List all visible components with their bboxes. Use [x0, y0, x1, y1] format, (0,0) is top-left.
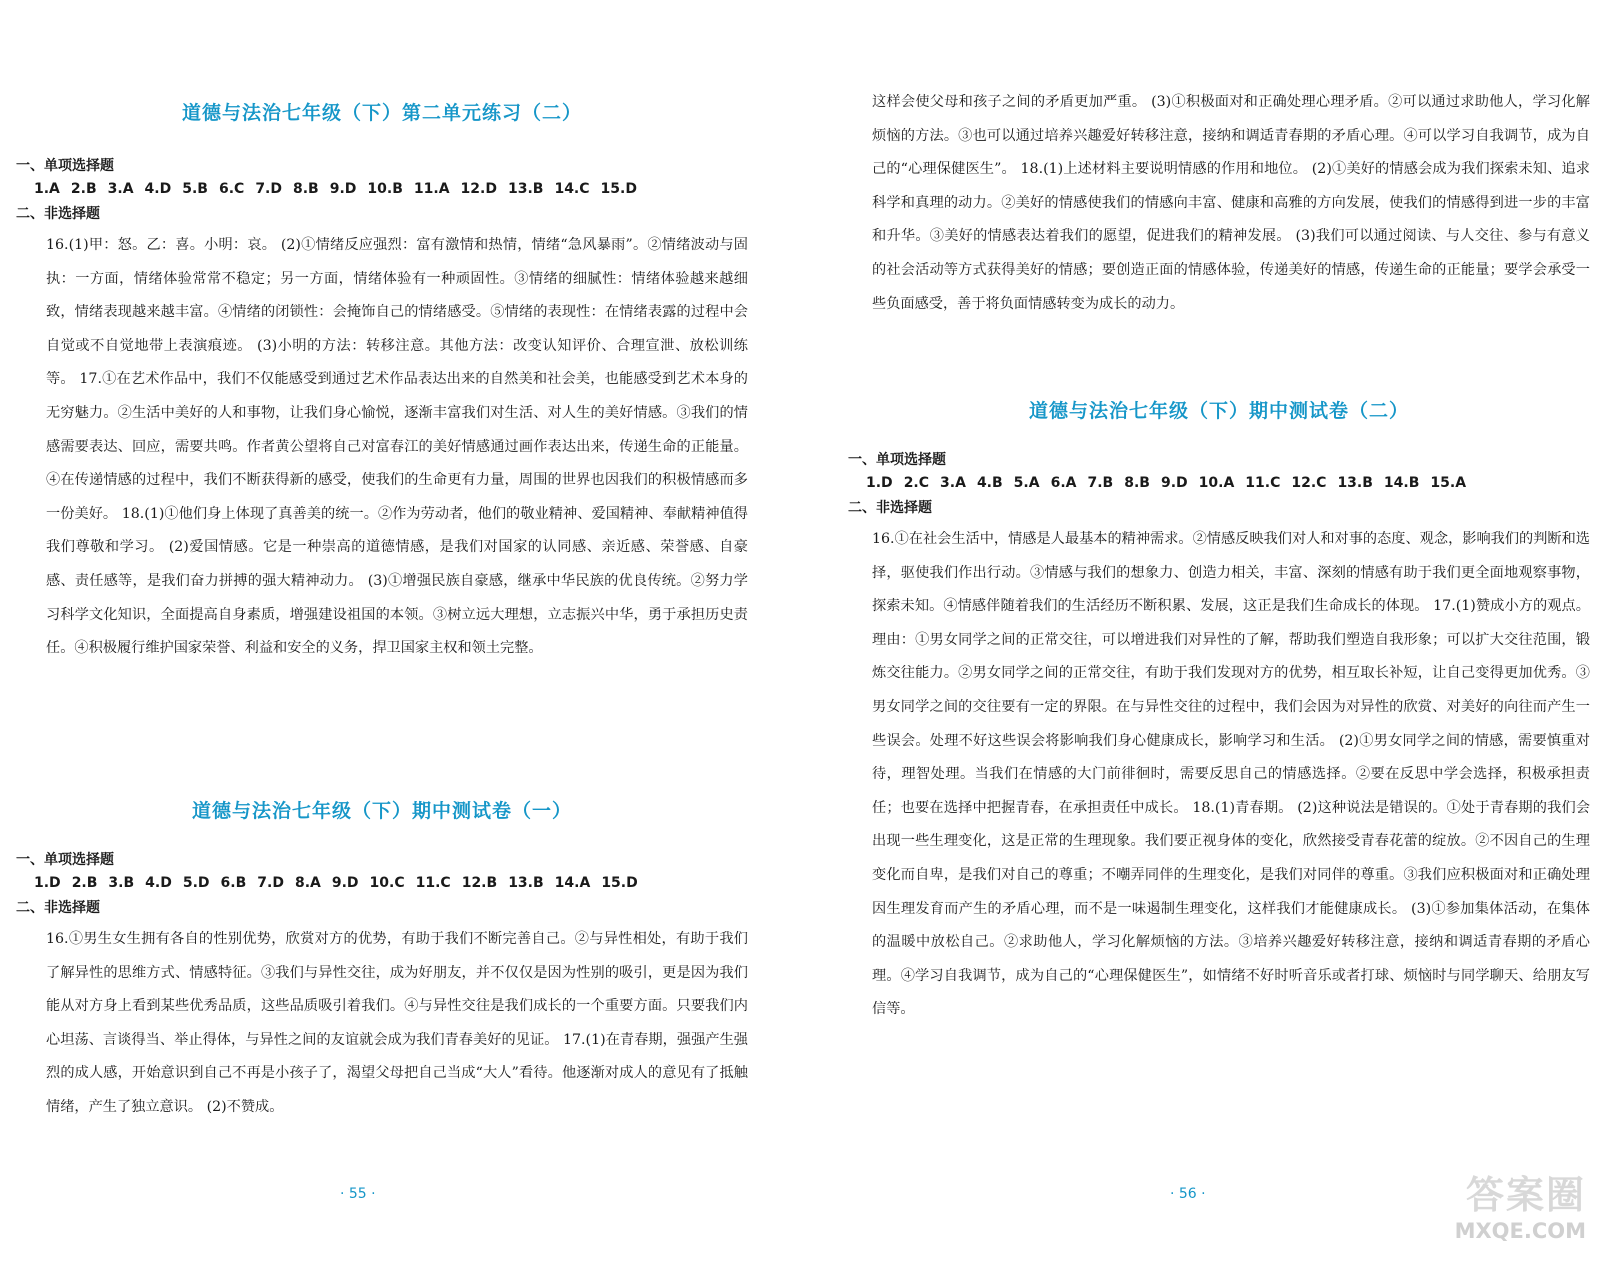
right-page — [848, 0, 1600, 1262]
unit2-section — [16, 98, 748, 666]
page-number: · 56 · — [1170, 1186, 1206, 1202]
answer-item: 10.B — [367, 181, 403, 197]
answer-item: 6.C — [218, 181, 245, 197]
continuation-section — [848, 86, 1590, 321]
answer-paragraph: 16.①男生女生拥有各自的性别优势，欣赏对方的优势，有助于我们不断完善自己。②与异性相处，有助于我们了解异性的思维方式、情感特征。③我们与异性交往，成为好朋友，并不仅仅是因为性别的吸引，更是因为我们能从对方身上看到某些优秀品质，这些品质吸引着我们。④与异性交往是我们成长的一个重要方面。只要我们内心坦荡、言谈得当、举止得体，与异性之间的友谊就会成为我们青春美好的见证。 17.(1)在青春期，强强产生强烈的成人感，开始意识到自己不再是小孩子了，渴望父母把自己当成“大人”看待。他逐渐对成人的意见有了抵触情绪，产生了独立意识。 (2)不赞成。 — [46, 931, 748, 1115]
answer-item: 2.B — [70, 181, 97, 197]
watermark-logo-text: 答案圈 — [1465, 1173, 1586, 1217]
section-heading: 二、非选择题 — [16, 900, 100, 916]
answer-item: 15.D — [601, 875, 638, 891]
answer-item: 11.A — [413, 181, 450, 197]
answer-item: 13.B — [508, 875, 544, 891]
answer-item: 7.B — [1087, 475, 1114, 491]
answer-list — [866, 475, 1590, 491]
left-page — [0, 0, 790, 1262]
answer-item: 4.D — [145, 875, 172, 891]
page-number: · 55 · — [340, 1186, 376, 1202]
answer-item: 10.A — [1198, 475, 1235, 491]
answer-paragraph: 这样会使父母和孩子之间的矛盾更加严重。 (3)①积极面对和正确处理心理矛盾。②可以通过求助他人，学习化解烦恼的方法。③也可以通过培养兴趣爱好转移注意，接纳和调适青春期的矛盾心理。④可以学习自我调节，成为自己的“心理保健医生”。 18.(1)上述材料主要说明情感的作用和地位。 (2)①美好的情感会成为我们探索未知、追求科学和真理的动力。②美好的情感使我们的情感向丰富、健康和高雅的方向发展，使我们的情感得到进一步的丰富和升华。③美好的情感表达着我们的愿望，促进我们的精神发展。 (3)我们可以通过阅读、与人交往、参与有意义的社会活动等方式获得美好的情感；要创造正面的情感体验，传递美好的情感，传递生命的正能量；要学会承受一些负面感受，善于将负面情感转变为成长的动力。 — [872, 94, 1590, 312]
answer-item: 9.D — [329, 181, 357, 197]
answer-item: 11.C — [415, 875, 451, 891]
section-title: 道德与法治七年级（下）期中测试卷（二） — [1028, 400, 1409, 422]
section-title: 道德与法治七年级（下）第二单元练习（二） — [181, 102, 582, 124]
answer-list — [34, 181, 748, 197]
answer-item: 5.A — [1013, 475, 1040, 491]
answer-item: 12.C — [1291, 475, 1327, 491]
answer-item: 4.D — [144, 181, 172, 197]
answer-item: 1.D — [34, 875, 61, 891]
midterm1-section — [16, 796, 748, 1125]
answer-item: 5.B — [182, 181, 208, 197]
answer-item: 14.B — [1383, 475, 1420, 491]
answer-item: 12.B — [461, 875, 498, 891]
watermark-logo — [1436, 1164, 1586, 1254]
answer-item: 6.B — [220, 875, 247, 891]
answer-item: 9.D — [331, 875, 359, 891]
answer-item: 3.B — [108, 875, 135, 891]
answer-item: 10.C — [369, 875, 405, 891]
answer-item: 3.A — [107, 181, 134, 197]
answer-item: 9.D — [1160, 475, 1188, 491]
section-heading: 一、单项选择题 — [16, 852, 114, 868]
answer-item: 8.B — [1124, 475, 1150, 491]
answer-item: 7.D — [257, 875, 284, 891]
section-heading: 二、非选择题 — [848, 500, 932, 516]
section-heading: 一、单项选择题 — [16, 158, 114, 174]
answer-item: 2.C — [903, 475, 930, 491]
section-title: 道德与法治七年级（下）期中测试卷（一） — [191, 800, 572, 822]
midterm2-section — [848, 396, 1590, 1027]
answer-item: 12.D — [460, 181, 497, 197]
answer-item: 13.B — [507, 181, 544, 197]
answer-item: 4.B — [976, 475, 1003, 491]
answer-item: 5.D — [182, 875, 210, 891]
answer-item: 15.D — [600, 181, 637, 197]
answer-paragraph: 16.①在社会生活中，情感是人最基本的精神需求。②情感反映我们对人和对事的态度、观念，影响我们的判断和选择，驱使我们作出行动。③情感与我们的想象力、创造力相关，丰富、深刻的情感有助于我们更全面地观察事物，探索未知。④情感伴随着我们的生活经历不断积累、发展，这正是我们生命成长的体现。 17.(1)赞成小方的观点。理由：①男女同学之间的正常交往，可以增进我们对异性的了解，帮助我们塑造自我形象；可以扩大交往范围，锻炼交往能力。②男女同学之间的正常交往，有助于我们发现对方的优势，相互取长补短，让自己变得更加优秀。③男女同学之间的交往要有一定的界限。在与异性交往的过程中，我们会因为对异性的欣赏、对美好的向往而产生一些误会。处理不好这些误会将影响我们身心健康成长，影响学习和生活。 (2)①男女同学之间的情感，需要慎重对待，理智处理。当我们在情感的大门前徘徊时，需要反思自己的情感选择。②要在反思中学会选择，积极承担责任；也要在选择中把握青春，在承担责任中成长。 18.(1)青春期。 (2)这种说法是错误的。①处于青春期的我们会出现一些生理变化，这是正常的生理现象。我们要正视身体的变化，欣然接受青春花蕾的绽放。②不因自己的生理变化而自卑，是我们对自己的尊重；不嘲弄同伴的生理变化，是我们对同伴的尊重。③我们应积极面对和正确处理因生理发育而产生的矛盾心理，而不是一味遏制生理变化，这样我们才能健康成长。 (3)①参加集体活动，在集体的温暖中放松自己。②求助他人，学习化解烦恼的方法。③培养兴趣爱好转移注意，接纳和调适青春期的矛盾心理。④学习自我调节，成为自己的“心理保健医生”，如情绪不好时听音乐或者打球、烦恼时与同学聊天、给朋友写信等。 — [872, 531, 1590, 1018]
answer-item: 2.B — [71, 875, 98, 891]
answer-item: 3.A — [940, 475, 966, 491]
answer-item: 14.A — [554, 875, 591, 891]
answer-item: 14.C — [554, 181, 590, 197]
answer-item: 1.D — [866, 475, 893, 491]
section-heading: 一、单项选择题 — [848, 452, 946, 468]
watermark-url: MXQE.COM — [1454, 1219, 1586, 1243]
answer-paragraph: 16.(1)甲：怒。乙：喜。小明：哀。 (2)①情绪反应强烈：富有激情和热情，情绪“急风暴雨”。②情绪波动与固执：一方面，情绪体验常常不稳定；另一方面，情绪体验有一种顽固性。③情绪的细腻性：情绪体验越来越细致，情绪表现越来越丰富。④情绪的闭锁性：会掩饰自己的情绪感受。⑤情绪的表现性：在情绪表露的过程中会自觉或不自觉地带上表演痕迹。 (3)小明的方法：转移注意。其他方法：改变认知评价、合理宣泄、放松训练等。 17.①在艺术作品中，我们不仅能感受到通过艺术作品表达出来的自然美和社会美，也能感受到艺术本身的无穷魅力。②生活中美好的人和事物，让我们身心愉悦，逐渐丰富我们对生活、对人生的美好情感。③我们的情感需要表达、回应，需要共鸣。作者黄公望将自己对富春江的美好情感通过画作表达出来，传递生命的正能量。④在传递情感的过程中，我们不断获得新的感受，使我们的生命更有力量，周围的世界也因我们的积极情感而多一份美好。 18.(1)①他们身上体现了真善美的统一。②作为劳动者，他们的敬业精神、爱国精神、奉献精神值得我们尊敬和学习。 (2)爱国情感。它是一种崇高的道德情感，是我们对国家的认同感、亲近感、荣誉感、自豪感、责任感等，是我们奋力拼搏的强大精神动力。 (3)①增强民族自豪感，继承中华民族的优良传统。②努力学习科学文化知识，全面提高自身素质，增强建设祖国的本领。③树立远大理想，立志振兴中华，勇于承担历史责任。④积极履行维护国家荣誉、利益和安全的义务，捍卫国家主权和领土完整。 — [46, 237, 748, 657]
answer-item: 1.A — [34, 181, 60, 197]
answer-item: 15.A — [1430, 475, 1467, 491]
answer-item: 7.D — [255, 181, 282, 197]
answer-item: 8.B — [293, 181, 319, 197]
section-heading: 二、非选择题 — [16, 206, 100, 222]
answer-item: 8.A — [294, 875, 321, 891]
answer-list — [34, 875, 748, 891]
answer-item: 11.C — [1245, 475, 1281, 491]
answer-item: 13.B — [1337, 475, 1373, 491]
answer-item: 6.A — [1050, 475, 1077, 491]
